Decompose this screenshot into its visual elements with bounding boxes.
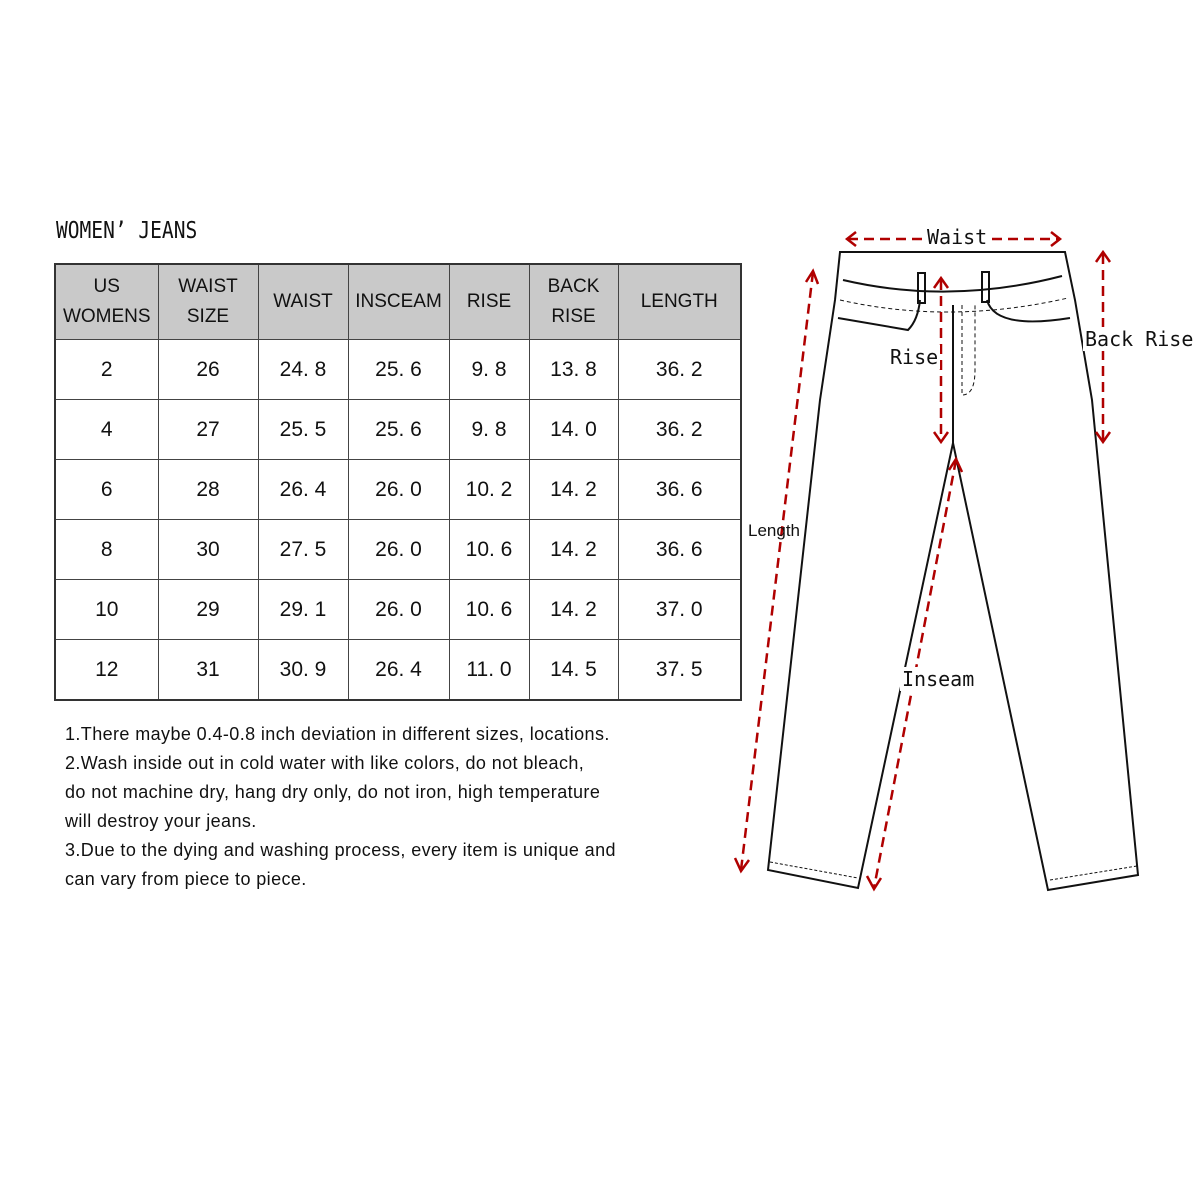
table-cell: 6 bbox=[55, 460, 158, 520]
table-cell: 30 bbox=[158, 520, 258, 580]
table-cell: 29. 1 bbox=[258, 580, 348, 640]
table-cell: 29 bbox=[158, 580, 258, 640]
column-header-line: WAIST bbox=[178, 276, 238, 297]
table-cell: 37. 5 bbox=[618, 640, 741, 701]
table-cell: 9. 8 bbox=[449, 340, 529, 400]
table-cell: 26 bbox=[158, 340, 258, 400]
table-cell: 14. 2 bbox=[529, 460, 618, 520]
column-header-line: INSCEAM bbox=[355, 291, 442, 312]
table-cell: 26. 4 bbox=[348, 640, 449, 701]
table-cell: 30. 9 bbox=[258, 640, 348, 701]
table-cell: 26. 0 bbox=[348, 460, 449, 520]
table-cell: 36. 6 bbox=[618, 460, 741, 520]
column-header-line: US bbox=[93, 276, 120, 297]
table-cell: 36. 2 bbox=[618, 340, 741, 400]
table-cell: 25. 6 bbox=[348, 340, 449, 400]
table-cell: 10. 6 bbox=[449, 520, 529, 580]
table-cell: 26. 0 bbox=[348, 520, 449, 580]
table-cell: 2 bbox=[55, 340, 158, 400]
length-label: Length bbox=[748, 521, 800, 540]
table-cell: 10. 6 bbox=[449, 580, 529, 640]
table-cell: 28 bbox=[158, 460, 258, 520]
rise-label: Rise bbox=[890, 345, 939, 369]
table-cell: 25. 6 bbox=[348, 400, 449, 460]
note-line: do not machine dry, hang dry only, do not iron, high temperature bbox=[65, 782, 601, 802]
table-cell: 14. 2 bbox=[529, 580, 618, 640]
note-line: can vary from piece to piece. bbox=[65, 869, 307, 889]
table-cell: 10. 2 bbox=[449, 460, 529, 520]
table-cell: 36. 6 bbox=[618, 520, 741, 580]
chart-title: WOMEN’ JEANS bbox=[56, 218, 198, 244]
table-cell: 8 bbox=[55, 520, 158, 580]
note-line: will destroy your jeans. bbox=[65, 811, 257, 831]
column-header-line: WOMENS bbox=[62, 306, 151, 327]
column-header-line: LENGTH bbox=[640, 291, 718, 312]
table-cell: 14. 5 bbox=[529, 640, 618, 701]
back-rise-label: Back Rise bbox=[1085, 327, 1194, 351]
column-header-line: SIZE bbox=[186, 306, 230, 327]
table-cell: 26. 0 bbox=[348, 580, 449, 640]
measurement-arrows bbox=[735, 232, 1110, 889]
column-header-line: RISE bbox=[551, 306, 596, 327]
table-cell: 12 bbox=[55, 640, 158, 701]
waist-label: Waist bbox=[927, 225, 988, 249]
table-cell: 37. 0 bbox=[618, 580, 741, 640]
table-cell: 31 bbox=[158, 640, 258, 701]
table-cell: 27. 5 bbox=[258, 520, 348, 580]
table-cell: 13. 8 bbox=[529, 340, 618, 400]
table-cell: 24. 8 bbox=[258, 340, 348, 400]
table-cell: 14. 2 bbox=[529, 520, 618, 580]
table-cell: 14. 0 bbox=[529, 400, 618, 460]
table-cell: 4 bbox=[55, 400, 158, 460]
note-line: 1.There maybe 0.4-0.8 inch deviation in different sizes, locations. bbox=[65, 724, 610, 744]
note-line: 2.Wash inside out in cold water with like colors, do not bleach, bbox=[65, 753, 585, 773]
table-cell: 9. 8 bbox=[449, 400, 529, 460]
table-cell: 25. 5 bbox=[258, 400, 348, 460]
column-header-line: BACK bbox=[547, 276, 600, 297]
table-cell: 10 bbox=[55, 580, 158, 640]
table-cell: 27 bbox=[158, 400, 258, 460]
column-header-line: WAIST bbox=[273, 291, 333, 312]
table-cell: 26. 4 bbox=[258, 460, 348, 520]
table-cell: 36. 2 bbox=[618, 400, 741, 460]
inseam-label: Inseam bbox=[902, 667, 975, 691]
column-header-line: RISE bbox=[466, 291, 512, 312]
table-cell: 11. 0 bbox=[449, 640, 529, 701]
note-line: 3.Due to the dying and washing process, every item is unique and bbox=[65, 840, 616, 860]
